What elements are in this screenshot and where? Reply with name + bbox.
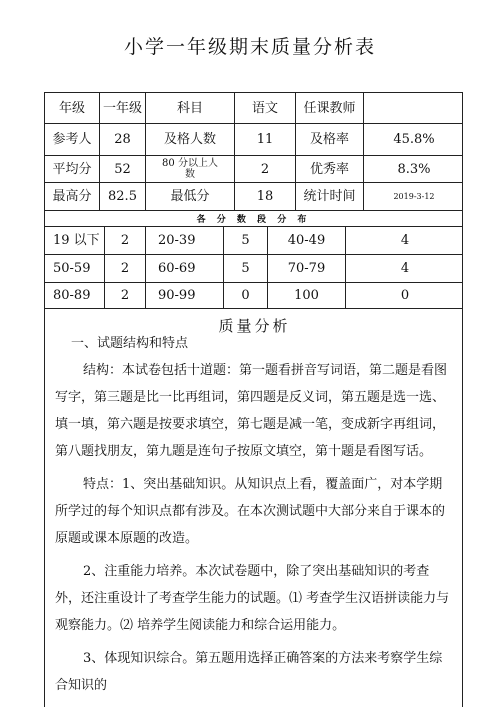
pass-count-value: 11 (235, 124, 296, 155)
distribution-row (45, 227, 462, 255)
grade-label: 年级 (45, 93, 100, 123)
above80-label: 80 分以上人数 (146, 156, 235, 182)
stat-time-label: 统计时间 (296, 183, 364, 210)
info-row-max (45, 183, 462, 211)
range-cell: 40-49 (268, 227, 346, 254)
teacher-label: 任课教师 (296, 93, 364, 123)
grade-value: 一年级 (100, 93, 146, 123)
max-label: 最高分 (45, 183, 100, 210)
subject-label: 科目 (146, 93, 235, 123)
distribution-row (45, 255, 462, 283)
range-cell: 100 (268, 283, 346, 308)
distribution-header (45, 211, 462, 227)
range-cell: 50-59 (45, 255, 105, 282)
average-label: 平均分 (45, 156, 100, 182)
participants-value: 28 (100, 124, 146, 155)
feature3-paragraph: 3、体现知识综合。第五题用选择正确答案的方法来考察学生综合知识的 (55, 651, 443, 693)
distribution-title: 各 分 数 段 分 布 (196, 215, 311, 225)
count-cell: 4 (400, 233, 410, 248)
range-cell: 70-79 (268, 255, 346, 282)
section-heading: 一、试题结构和特点 (71, 336, 189, 351)
feature1-paragraph: 特点：1、突出基础知识。从知识点上看，覆盖面广，对本学期所学过的每个知识点都有涉及。在本次测试题中大部分来自于课本的原题或课本原题的改造。 (55, 477, 446, 546)
pass-count-label: 及格人数 (146, 124, 235, 155)
info-row-average (45, 156, 462, 183)
feature2-paragraph: 2、注重能力培养。本次试卷题中，除了突出基础知识的考查外，还注重设计了考查学生能力的试题。⑴ 考查学生汉语拼读能力与观察能力。⑵ 培养学生阅读能力和综合运用能力。 (55, 564, 450, 633)
min-label: 最低分 (146, 183, 235, 210)
range-cell: 90-99 (146, 283, 224, 308)
analysis-title: 质量分析 (218, 317, 291, 335)
count-cell: 2 (105, 255, 146, 282)
teacher-value (364, 93, 464, 123)
pass-rate-label: 及格率 (296, 124, 364, 155)
count-cell: 0 (400, 288, 410, 303)
stat-time-value: 2019-3-12 (393, 192, 435, 201)
range-cell: 80-89 (45, 283, 105, 308)
average-value: 52 (100, 156, 146, 182)
participants-label: 参考人 (45, 124, 100, 155)
range-cell: 20-39 (146, 227, 224, 254)
count-cell: 5 (224, 227, 268, 254)
excellent-rate-label: 优秀率 (296, 156, 364, 182)
max-value: 82.5 (100, 183, 146, 210)
distribution-row (45, 283, 462, 309)
above80-value: 2 (235, 156, 296, 182)
subject-value: 语文 (235, 93, 296, 123)
count-cell: 5 (224, 255, 268, 282)
count-cell: 4 (400, 261, 410, 276)
range-cell: 19 以下 (45, 227, 105, 254)
analysis-body (55, 330, 455, 699)
range-cell: 60-69 (146, 255, 224, 282)
analysis-form (44, 92, 463, 707)
info-row-participants (45, 124, 462, 156)
pass-rate-value: 45.8% (393, 132, 435, 147)
info-row-grade (45, 93, 462, 124)
min-value: 18 (235, 183, 296, 210)
count-cell: 2 (105, 283, 146, 308)
excellent-rate-value: 8.3% (397, 161, 431, 177)
count-cell: 0 (224, 283, 268, 308)
structure-paragraph: 结构：本试卷包括十道题：第一题看拼音写词语，第二题是看图写字，第三题是比一比再组词，第四题是反义词，第五题是选一选、填一填，第六题是按要求填空，第七题是减一笔，变成新字再组词，第八题找朋友，第九题是连句子按原文填空，第十题是看图写话。 (55, 363, 448, 459)
count-cell: 2 (105, 227, 146, 254)
page-title: 小学一年级期末质量分析表 (123, 36, 376, 58)
